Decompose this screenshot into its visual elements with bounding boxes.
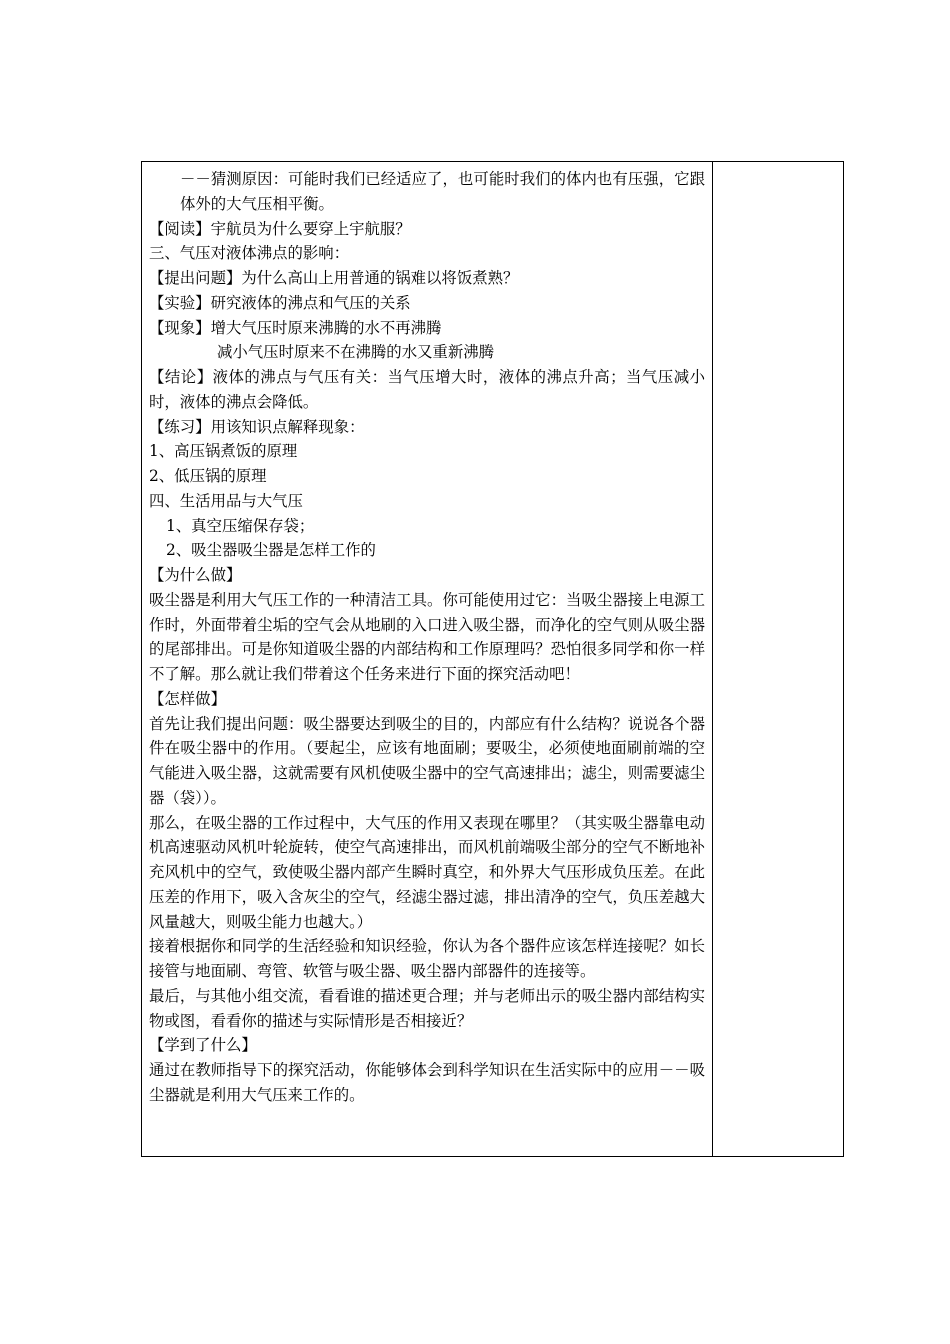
section-3-heading: 三、气压对液体沸点的影响： — [149, 244, 350, 263]
learned-heading: 【学到了什么】 — [149, 1036, 257, 1055]
reading-question: 【阅读】宇航员为什么要穿上宇航服？ — [149, 219, 411, 238]
section-4-heading: 四、生活用品与大气压 — [149, 491, 303, 510]
practice-item-1: 1、高压锅煮饭的原理 — [149, 442, 298, 461]
column-divider — [712, 162, 713, 1156]
how-heading: 【怎样做】 — [149, 689, 226, 708]
learned-paragraph: 通过在教师指导下的探究活动，你能够体会到科学知识在生活实际中的应用－－吸尘器就是利用大气压来工作的。 — [149, 1061, 705, 1104]
phenomenon-2: 减小气压时原来不在沸腾的水又重新沸腾 — [217, 343, 495, 362]
practice: 【练习】用该知识点解释现象： — [149, 417, 365, 436]
section-4-item-1: 1、真空压缩保存袋； — [166, 516, 315, 535]
how-paragraph-4: 最后，与其他小组交流，看看谁的描述更合理；并与老师出示的吸尘器内部结构实物或图，看看你的描述与实际情形是否相接近？ — [149, 986, 705, 1030]
experiment: 【实验】研究液体的沸点和气压的关系 — [149, 293, 411, 312]
section-4-item-2: 2、吸尘器吸尘器是怎样工作的 — [166, 541, 376, 560]
why-paragraph: 吸尘器是利用大气压工作的一种清洁工具。你可能使用过它：当吸尘器接上电源工作时，外面带着尘垢的空气会从地刷的入口进入吸尘器，而净化的空气则从吸尘器的尾部排出。可是你知道吸尘器的内部结构和工作原理吗？恐怕很多同学和你一样不了解。那么就让我们带着这个任务来进行下面的探究活动吧！ — [149, 590, 705, 683]
why-heading: 【为什么做】 — [149, 566, 242, 584]
practice-item-2: 2、低压锅的原理 — [149, 467, 267, 485]
lesson-table — [141, 161, 844, 1157]
raise-question: 【提出问题】为什么高山上用普通的锅难以将饭煮熟？ — [149, 269, 519, 287]
how-paragraph-3: 接着根据你和同学的生活经验和知识经验，你认为各个器件应该怎样连接呢？如长接管与地面刷、弯管、软管与吸尘器、吸尘器内部器件的连接等。 — [149, 937, 705, 980]
how-paragraph-1: 首先让我们提出问题：吸尘器要达到吸尘的目的，内部应有什么结构？说说各个器件在吸尘器中的作用。（要起尘，应该有地面刷；要吸尘，必须使地面刷前端的空气能进入吸尘器，这就需要有风机使吸尘器中的空气高速排出；滤尘，则需要滤尘器（袋））。 — [149, 714, 705, 807]
lesson-content — [149, 167, 705, 1108]
how-paragraph-2: 那么，在吸尘器的工作过程中，大气压的作用又表现在哪里？（其实吸尘器靠电动机高速驱动风机叶轮旋转，使空气高速排出，而风机前端吸尘部分的空气不断地补充风机中的空气，致使吸尘器内部产生瞬时真空，和外界大气压形成负压差。在此压差的作用下，吸入含灰尘的空气，经滤尘器过滤，排出清净的空气，负压差越大风量越大，则吸尘能力也越大。） — [149, 813, 705, 931]
phenomenon-1: 【现象】增大气压时原来沸腾的水不再沸腾 — [149, 318, 442, 337]
guess-reason: －－猜测原因：可能时我们已经适应了，也可能时我们的体内也有压强，它跟体外的大气压相平衡。 — [180, 170, 705, 213]
conclusion: 【结论】液体的沸点与气压有关：当气压增大时，液体的沸点升高；当气压减小时，液体的沸点会降低。 — [149, 368, 705, 411]
